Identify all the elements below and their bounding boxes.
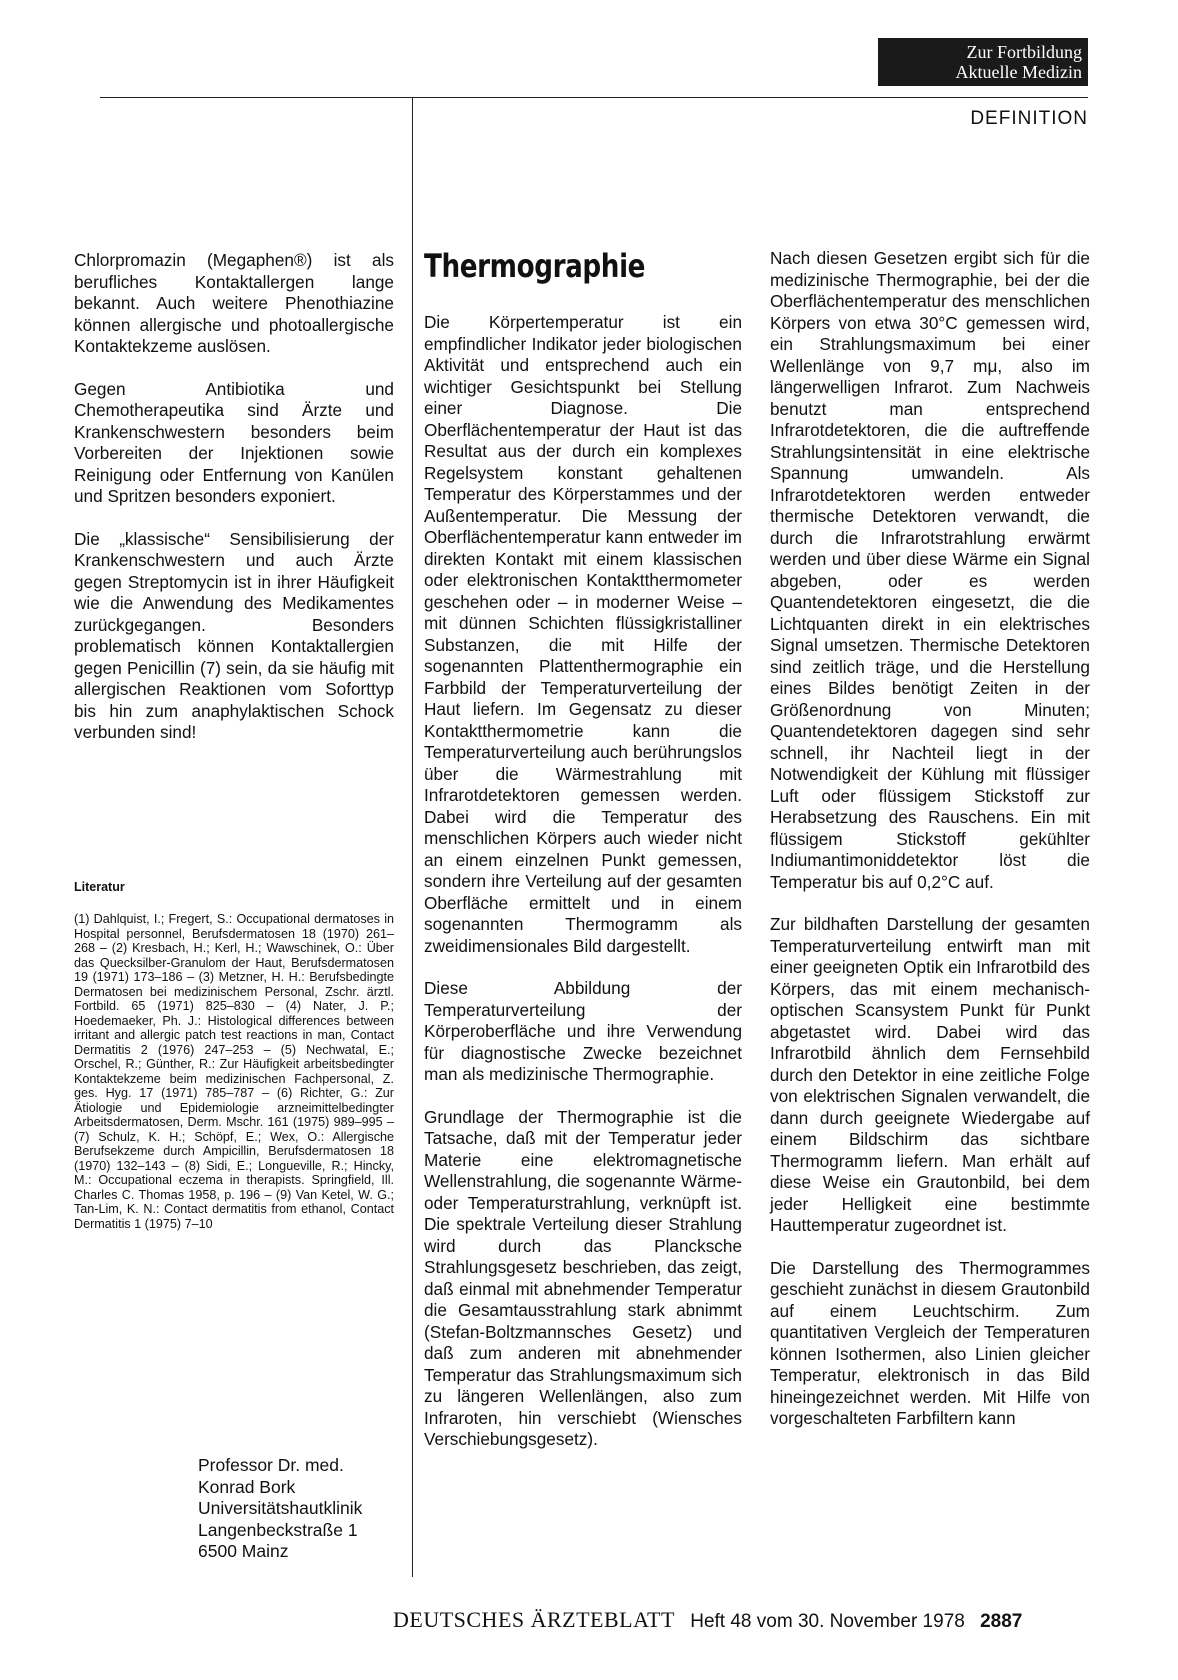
left-column <box>74 250 394 765</box>
article-paragraph-5: Zur bildhaften Darstellung der gesamten Temperaturverteilung entwirft man mit einer geeigneten Optik ein Infrarotbild des Körpers, das mit einem mechanisch-optischen Scansystem Punkt für Punkt abgetastet wird. Dabei wird das Infrarotbild ähnlich dem Fernsehbild durch den Detektor in eine zeitliche Folge von elektrischen Signalen verwandelt, die dann durch geeignete Wiedergabe auf einem Bildschirm das sichtbare Thermogramm liefern. Man erhält auf diese Weise ein Grautonbild, bei dem jeder Helligkeit eine bestimmte Hauttemperatur zugeordnet ist. <box>770 914 1090 1235</box>
author-line-2: Konrad Bork <box>198 1476 296 1497</box>
article-paragraph-1: Die Körpertemperatur ist ein empfindlicher Indikator jeder biologischen Aktivität und entsprechend auch ein wichtiger Gesichtspunkt bei Stellung einer Diagnose. Die Oberflächentemperatur der Haut ist das Resultat aus der durch ein komplexes Regelsystem konstant gehaltenen Temperatur des Körperstammes und der Außentemperatur. Die Messung der Oberflächentemperatur kann entweder im direkten Kontakt mit einem klassischen oder elektronischen Kontaktthermometer geschehen oder – in moderner Weise – mit dünnen Schichten flüssigkristalliner Substanzen, die mit Hilfe der sogenannten Plattenthermographie ein Farbbild der Temperaturverteilung der Haut liefern. Im Gegensatz zu dieser Kontaktthermometrie kann die Temperaturverteilung auch berührungslos über die Wärmestrahlung mit Infrarotdetektoren gemessen werden. Dabei wird die Temperatur des menschlichen Körpers auch wieder nicht an einem einzelnen Punkt gemessen, sondern ihre Verteilung auf der gesamten Oberfläche ermittelt und in einem sogenannten Thermogramm als zweidimensionales Bild dargestellt. <box>424 312 742 956</box>
page-footer <box>393 1607 1093 1633</box>
top-rule <box>100 97 1088 98</box>
author-line-3: Universitätshautklinik <box>198 1498 363 1518</box>
column-rule <box>412 97 413 1577</box>
badge-line-2: Aktuelle Medizin <box>955 62 1082 82</box>
author-line-4: Langenbeckstraße 1 <box>198 1519 358 1540</box>
article-paragraph-2: Diese Abbildung der Temperaturverteilung der Körperoberfläche und ihre Verwendung für diagnostische Zwecke bezeichnet man als medizinische Thermographie. <box>424 978 742 1084</box>
author-block <box>198 1455 403 1563</box>
author-line-1: Professor Dr. med. <box>198 1455 344 1475</box>
article-paragraph-4: Nach diesen Gesetzen ergibt sich für die medizinische Thermographie, bei der die Oberflächentemperatur des menschlichen Körpers von etwa 30°C gemessen wird, ein Strahlungsmaximum bei einer Wellenlänge von 9,7 mμ, also im längerwelligen Infrarot. Zum Nachweis benutzt man entsprechend Infrarotdetektoren, die die auftreffende Strahlungsintensität in eine elektrische Spannung umwandeln. Als Infrarotdetektoren werden entweder thermische Detektoren verwandt, die durch die Infrarotstrahlung erwärmt werden und über diese Wärme ein Signal abgeben, oder es werden Quantendetektoren eingesetzt, die die Lichtquanten direkt in ein elektrisches Signal umsetzen. Thermische Detektoren sind zeitlich träge, und die Herstellung eines Bildes benötigt Zeiten in der Größenordnung von Minuten; Quantendetektoren dagegen sind sehr schnell, ihr Nachteil liegt in der Notwendigkeit der Kühlung mit flüssiger Luft oder flüssigem Stickstoff zur Herabsetzung des Rauschens. Ein mit flüssigem Stickstoff gekühlter Indiumantimoniddetektor löst die Temperatur bis auf 0,2°C auf. <box>770 248 1090 892</box>
section-label: DEFINITION <box>970 108 1088 129</box>
section-badge <box>878 38 1088 86</box>
page-number: 2887 <box>980 1611 1023 1632</box>
issue-info: Heft 48 vom 30. November 1978 <box>690 1611 965 1632</box>
left-paragraph-3: Die „klassische“ Sensibilisierung der Krankenschwestern und auch Ärzte gegen Streptomycin ist in ihrer Häufigkeit wie die Anwendung des Medikamentes zurückgegangen. Besonders problematisch können Kontaktallergien gegen Penicillin (7) sein, da sie häufig mit allergischen Reaktionen vom Soforttyp bis hin zum anaphylaktischen Schock verbunden sind! <box>74 528 394 742</box>
article-paragraph-6: Die Darstellung des Thermogrammes geschieht zunächst in diesem Grautonbild auf einem Leuchtschirm. Zum quantitativen Vergleich der Temperaturen können Isothermen, also Linien gleicher Temperatur, elektronisch in das Bild hineingezeichnet werden. Mit Hilfe von vorgeschalteten Farbfiltern kann <box>770 1257 1090 1428</box>
literature-list: (1) Dahlquist, I.; Fregert, S.: Occupational dermatoses in Hospital personnel, Berufsdermatosen 18 (1970) 261–268 – (2) Kresbach, H.; Kerl, H.; Wawschinek, O.: Über das Quecksilber-Granulom der Haut, Berufsdermatosen 19 (1971) 173–186 – (3) Metzner, H. H.: Berufsbedingte Dermatosen bei medizinischem Personal, Zschr. ärztl. Fortbild. 65 (1971) 825–830 – (4) Nater, J. P.; Hoedemaeker, Ph. J.: Histological differences between irritant and allergic patch test reactions in man, Contact Dermatitis 2 (1976) 247–253 – (5) Nechwatal, E.; Orschel, R.; Günther, R.: Zur Häufigkeit arbeitsbedingter Kontaktekzeme beim medizinischen Fachpersonal, Z. ges. Hyg. 17 (1971) 785–787 – (6) Richter, G.: Zur Ätiologie und Epidemiologie arzneimittelbedingter Arbeitsdermatosen, Derm. Mschr. 161 (1975) 989–995 – (7) Schulz, K. H.; Schöpf, E.; Wex, O.: Allergische Berufsekzeme durch Ampicillin, Berufsdermatosen 18 (1970) 132–143 – (8) Sidi, E.; Longueville, R.; Hincky, M.: Occupational eczema in therapists. Springfield, Ill. Charles C. Thomas 1958, p. 196 – (9) Van Ketel, W. G.; Tan-Lim, K. N.: Contact dermatitis from ethanol, Contact Dermatitis 1 (1975) 7–10 <box>74 912 394 1231</box>
article-title: Thermographie <box>424 247 646 285</box>
right-column <box>770 248 1090 1451</box>
left-paragraph-1: Chlorpromazin (Megaphen®) ist als berufliches Kontaktallergen lange bekannt. Auch weitere Phenothiazine können allergische und photoallergische Kontaktekzeme auslösen. <box>74 250 394 356</box>
badge-line-1: Zur Fortbildung <box>966 42 1082 62</box>
article-paragraph-3: Grundlage der Thermographie ist die Tatsache, daß mit der Temperatur jeder Materie eine elektromagnetische Wellenstrahlung, die sogenannte Wärme- oder Temperaturstrahlung, verknüpft ist. Die spektrale Verteilung dieser Strahlung wird durch das Plancksche Strahlungsgesetz beschrieben, das zeigt, daß einmal mit abnehmender Temperatur die Gesamtausstrahlung stark abnimmt (Stefan-Boltzmannsches Gesetz) und daß zum anderen mit abnehmender Temperatur das Strahlungsmaximum sich zu längeren Wellenlängen, also zum Infraroten, hin verschiebt (Wiensches Verschiebungsgesetz). <box>424 1106 742 1449</box>
middle-column <box>424 312 742 1472</box>
journal-name: DEUTSCHES ÄRZTEBLATT <box>393 1607 675 1632</box>
left-paragraph-2: Gegen Antibiotika und Chemotherapeutika sind Ärzte und Krankenschwestern besonders beim Vorbereiten der Injektionen sowie Reinigung oder Entfernung von Kanülen und Spritzen besonders exponiert. <box>74 378 394 506</box>
literature-heading: Literatur <box>74 880 125 894</box>
author-line-5: 6500 Mainz <box>198 1541 289 1561</box>
